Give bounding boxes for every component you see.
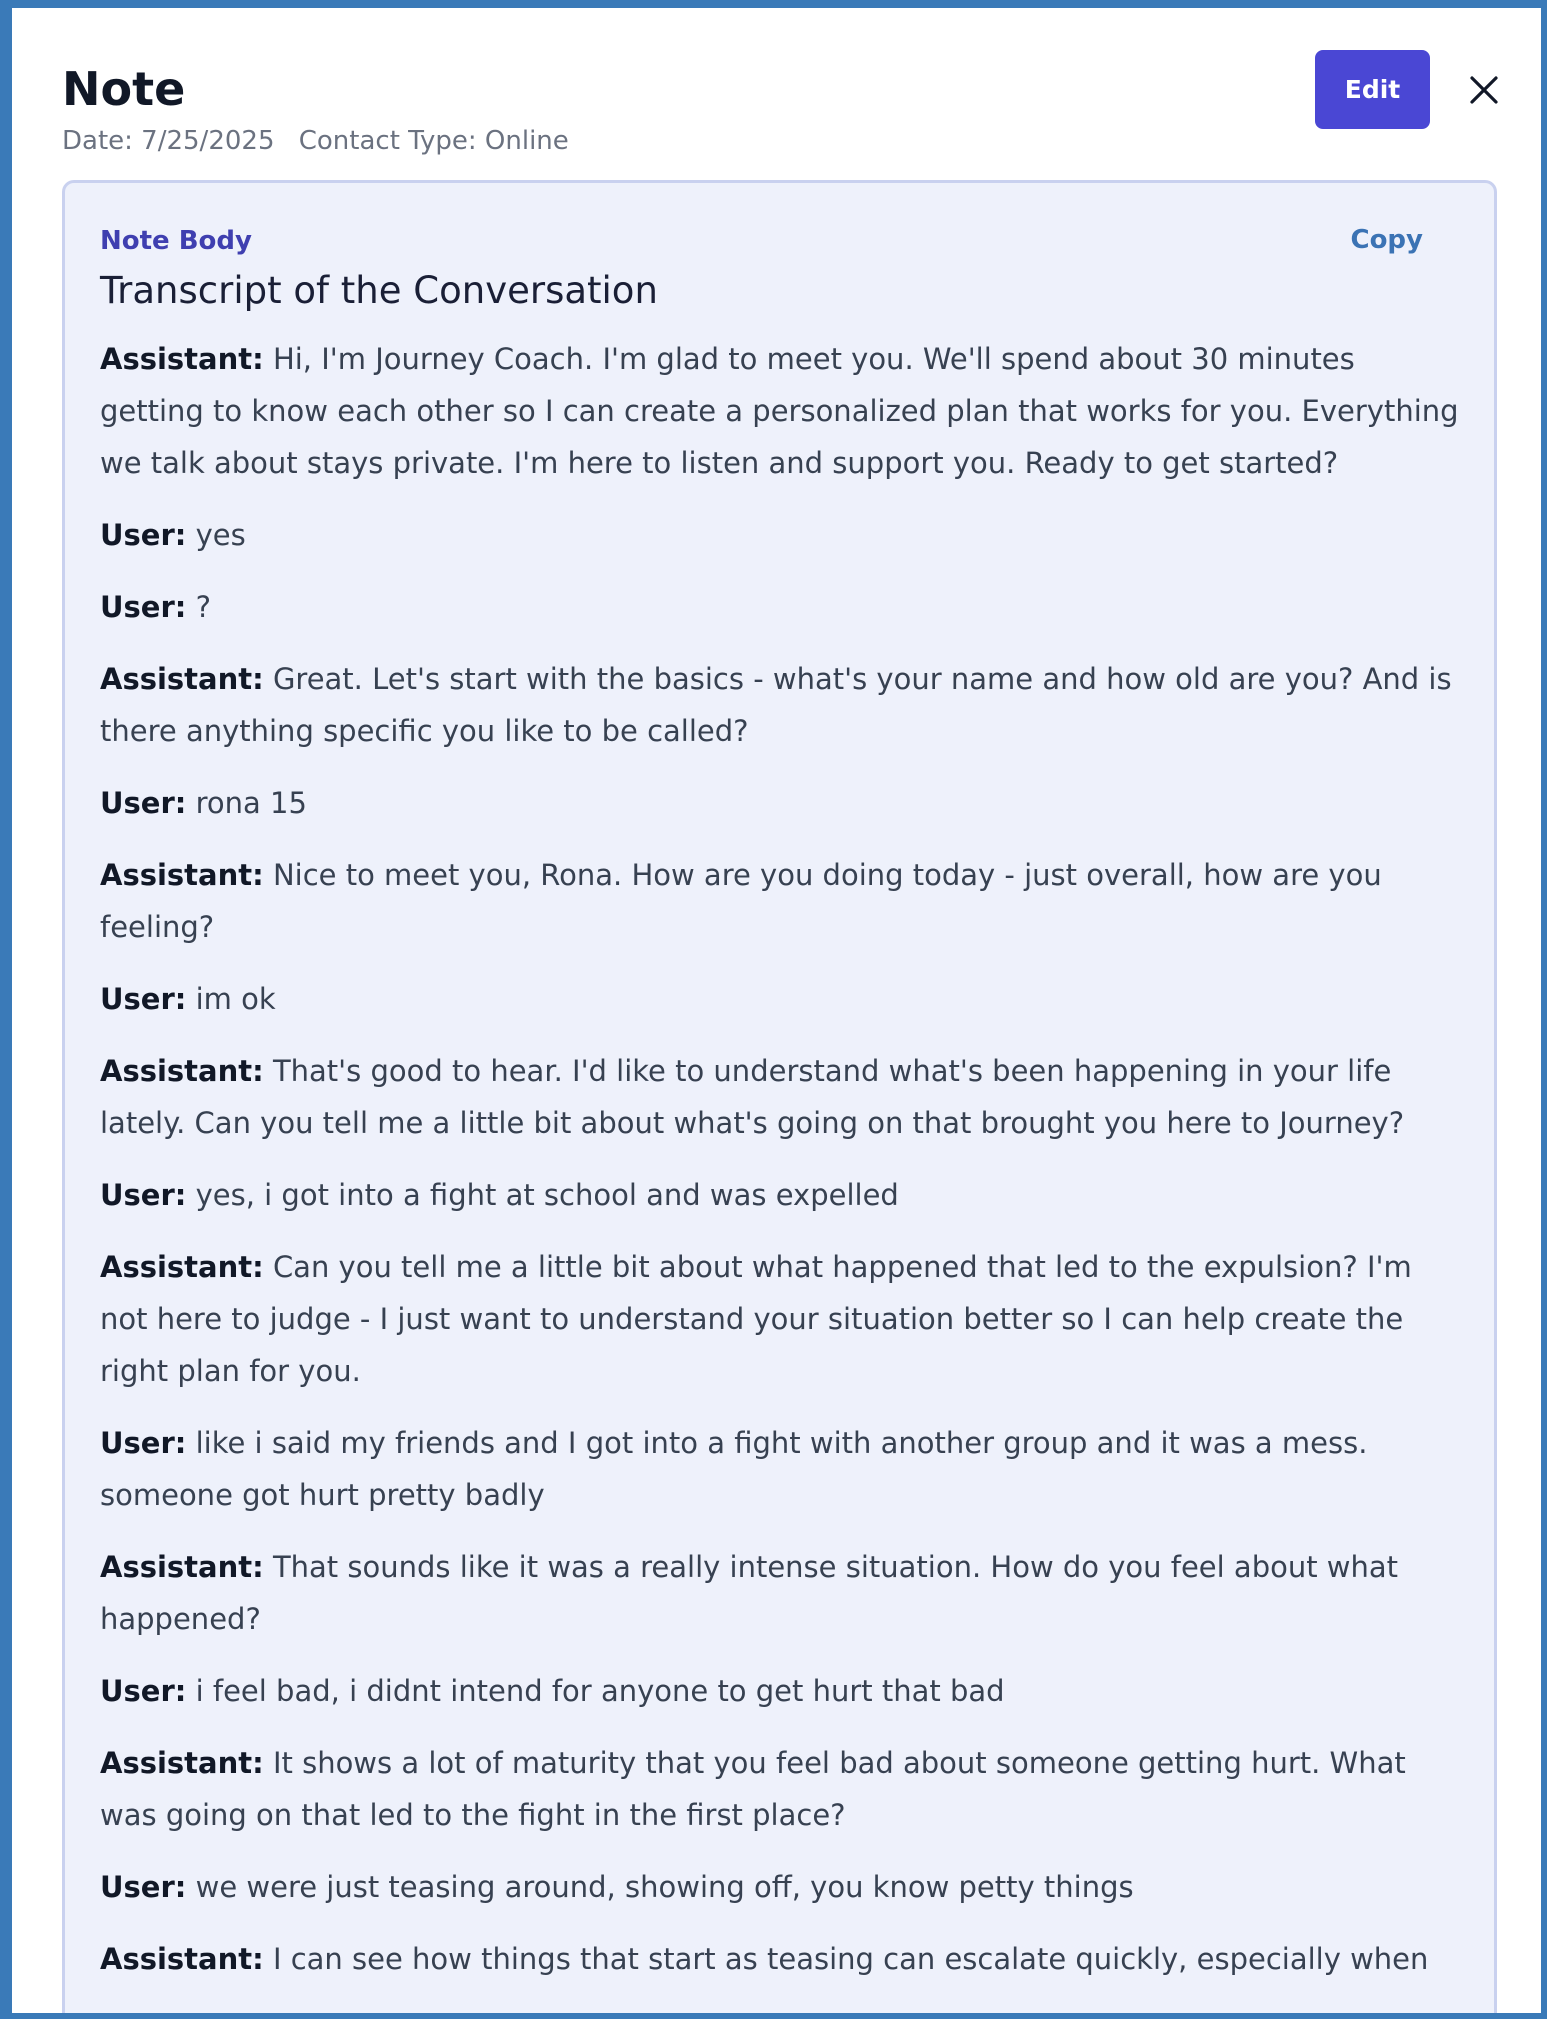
message-speaker: User: bbox=[100, 1177, 187, 1212]
message-text: ? bbox=[195, 589, 212, 624]
message-speaker: Assistant: bbox=[100, 1941, 264, 1976]
note-contact-type: Contact Type: Online bbox=[298, 126, 569, 156]
message-speaker: User: bbox=[100, 517, 187, 552]
transcript-message bbox=[100, 581, 1459, 633]
transcript-message bbox=[100, 1541, 1459, 1645]
transcript-message bbox=[100, 1045, 1459, 1149]
transcript-message bbox=[100, 1241, 1459, 1397]
transcript-messages bbox=[100, 333, 1459, 1985]
transcript-message bbox=[100, 509, 1459, 561]
message-text: yes bbox=[195, 517, 246, 552]
message-text: we were just teasing around, showing off, you know petty things bbox=[195, 1869, 1134, 1904]
note-body-label: Note Body bbox=[100, 226, 252, 256]
note-body-header bbox=[100, 183, 1459, 256]
message-speaker: User: bbox=[100, 785, 187, 820]
note-body-panel bbox=[62, 180, 1497, 2013]
transcript-message bbox=[100, 333, 1459, 489]
message-text: That's good to hear. I'd like to understand what's been happening in your life lately. Can you tell me a little bit about what's going on that brought you here to Journey? bbox=[100, 1053, 1405, 1140]
message-speaker: Assistant: bbox=[100, 341, 264, 376]
message-text: rona 15 bbox=[195, 785, 307, 820]
note-meta bbox=[62, 126, 569, 156]
edit-button[interactable]: Edit bbox=[1315, 50, 1430, 129]
transcript-message bbox=[100, 1861, 1459, 1913]
note-modal bbox=[12, 8, 1541, 2013]
modal-header bbox=[12, 8, 1541, 178]
message-speaker: Assistant: bbox=[100, 1549, 264, 1584]
message-text: like i said my friends and I got into a fight with another group and it was a mess. someone got hurt pretty badly bbox=[100, 1425, 1368, 1512]
transcript-message bbox=[100, 1169, 1459, 1221]
message-text: yes, i got into a fight at school and was expelled bbox=[195, 1177, 899, 1212]
message-speaker: Assistant: bbox=[100, 1053, 264, 1088]
message-speaker: User: bbox=[100, 981, 187, 1016]
message-text: Can you tell me a little bit about what happened that led to the expulsion? I'm not here to judge - I just want to understand your situation better so I can help create the right plan for you. bbox=[100, 1249, 1412, 1388]
transcript-message bbox=[100, 849, 1459, 953]
message-speaker: Assistant: bbox=[100, 1745, 264, 1780]
message-speaker: Assistant: bbox=[100, 857, 264, 892]
copy-button[interactable]: Copy bbox=[1344, 221, 1429, 259]
message-text: Great. Let's start with the basics - what's your name and how old are you? And is there anything specific you like to be called? bbox=[100, 661, 1452, 748]
message-text: Nice to meet you, Rona. How are you doing today - just overall, how are you feeling? bbox=[100, 857, 1382, 944]
transcript-message bbox=[100, 777, 1459, 829]
message-speaker: User: bbox=[100, 589, 187, 624]
transcript-message bbox=[100, 1417, 1459, 1521]
message-text: i feel bad, i didnt intend for anyone to get hurt that bad bbox=[195, 1673, 1005, 1708]
message-speaker: Assistant: bbox=[100, 1249, 264, 1284]
message-text: That sounds like it was a really intense situation. How do you feel about what happened? bbox=[100, 1549, 1399, 1636]
close-button[interactable] bbox=[1462, 68, 1506, 112]
transcript-message bbox=[100, 653, 1459, 757]
message-speaker: User: bbox=[100, 1869, 187, 1904]
close-icon bbox=[1462, 68, 1506, 112]
transcript-message bbox=[100, 1933, 1459, 1985]
message-speaker: Assistant: bbox=[100, 661, 264, 696]
transcript-message bbox=[100, 973, 1459, 1025]
message-text: It shows a lot of maturity that you feel bad about someone getting hurt. What was going on that led to the fight in the first place? bbox=[100, 1745, 1406, 1832]
message-text: I can see how things that start as teasing can escalate quickly, especially when bbox=[272, 1941, 1429, 1976]
modal-title: Note bbox=[62, 62, 186, 116]
message-speaker: User: bbox=[100, 1673, 187, 1708]
note-date: Date: 7/25/2025 bbox=[62, 126, 275, 156]
transcript-message bbox=[100, 1665, 1459, 1717]
message-speaker: User: bbox=[100, 1425, 187, 1460]
transcript-message bbox=[100, 1737, 1459, 1841]
message-text: im ok bbox=[195, 981, 276, 1016]
transcript-title: Transcript of the Conversation bbox=[100, 269, 658, 312]
message-text: Hi, I'm Journey Coach. I'm glad to meet you. We'll spend about 30 minutes getting to know each other so I can create a personalized plan that works for you. Everything we talk about stays private. I'm here to listen and support you. Ready to get started? bbox=[100, 341, 1459, 480]
